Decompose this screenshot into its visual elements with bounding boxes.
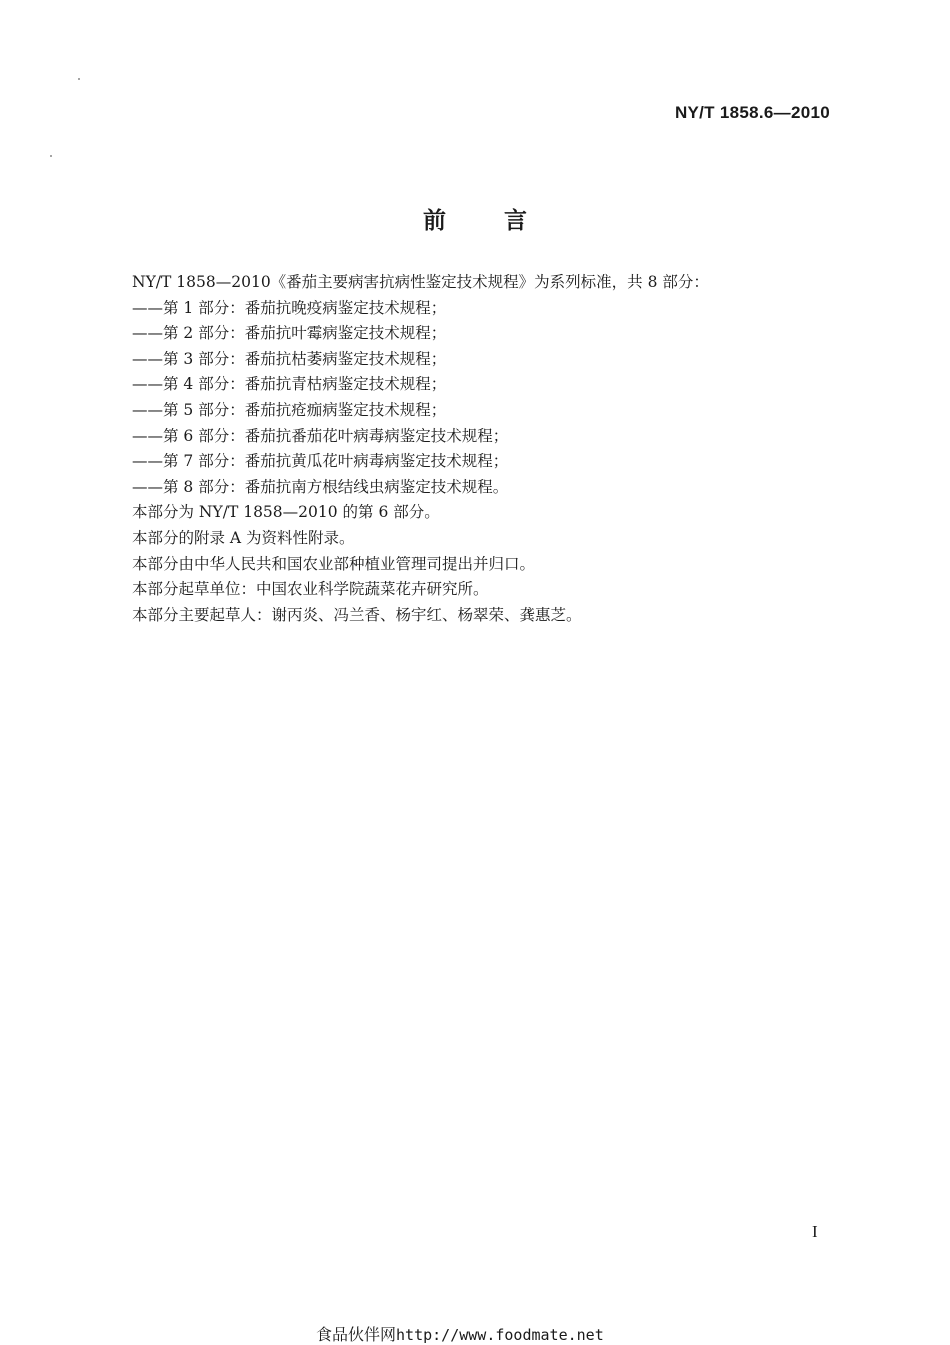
body-line: ——第 3 部分：番茄抗枯萎病鉴定技术规程； <box>132 349 447 368</box>
watermark-site-name: 食品伙伴网 <box>316 1325 397 1344</box>
body-line: ——第 2 部分：番茄抗叶霉病鉴定技术规程； <box>132 324 447 343</box>
title-char-1: 前 <box>423 208 446 234</box>
body-line: ——第 5 部分：番茄抗疮痂病鉴定技术规程； <box>132 400 447 419</box>
body-line: 本部分主要起草人：谢丙炎、冯兰香、杨宇红、杨翠荣、龚惠芝。 <box>132 605 582 624</box>
scan-speck <box>78 78 80 80</box>
body-line: 本部分由中华人民共和国农业部种植业管理司提出并归口。 <box>132 554 536 573</box>
body-line: NY/T 1858—2010《番茄主要病害抗病性鉴定技术规程》为系列标准，共 8 部分： <box>132 273 709 291</box>
page-title <box>0 202 950 235</box>
body-line: ——第 1 部分：番茄抗晚疫病鉴定技术规程； <box>132 298 447 317</box>
standard-code: NY/T 1858.6—2010 <box>674 103 830 122</box>
title-char-2: 言 <box>504 208 527 234</box>
body-line: ——第 4 部分：番茄抗青枯病鉴定技术规程； <box>132 375 447 394</box>
body-line: 本部分的附录 A 为资料性附录。 <box>132 528 355 547</box>
body-line: ——第 8 部分：番茄抗南方根结线虫病鉴定技术规程。 <box>132 477 509 496</box>
watermark <box>316 1322 604 1345</box>
body-line: ——第 7 部分：番茄抗黄瓜花叶病毒病鉴定技术规程； <box>132 452 509 471</box>
watermark-url[interactable]: http://www.foodmate.net <box>396 1326 604 1344</box>
foreword-body <box>132 270 832 628</box>
page-number: I <box>812 1222 818 1241</box>
body-line: ——第 6 部分：番茄抗番茄花叶病毒病鉴定技术规程； <box>132 426 509 445</box>
body-line: 本部分为 NY/T 1858—2010 的第 6 部分。 <box>132 503 440 522</box>
scan-speck <box>50 155 52 157</box>
body-line: 本部分起草单位：中国农业科学院蔬菜花卉研究所。 <box>132 580 489 599</box>
